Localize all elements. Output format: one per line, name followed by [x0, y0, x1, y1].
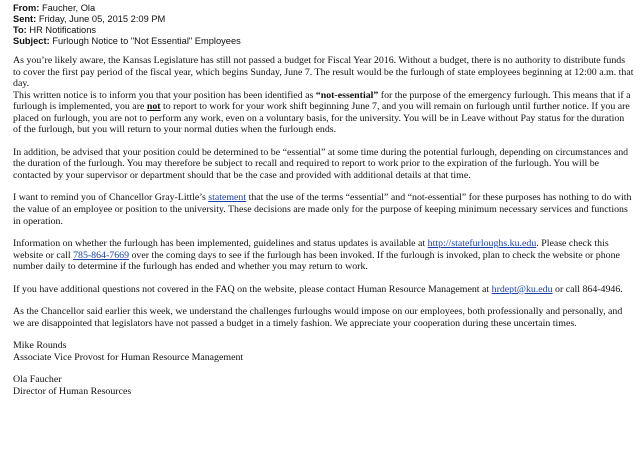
email-header — [13, 0, 634, 47]
to-value: HR Notifications — [29, 25, 97, 35]
sent-value: Friday, June 05, 2015 2:09 PM — [38, 14, 166, 24]
signature-title: Associate Vice Provost for Human Resource Management — [13, 351, 244, 363]
from-label: From: — [13, 3, 40, 13]
not-emphasis: not — [146, 101, 161, 113]
subject-value: Furlough Notice to "Not Essential" Employees — [52, 36, 241, 46]
notice-text-2: for the purpose of the emergency furlough. This means that if a furlough is implemented, you are — [13, 89, 631, 113]
furlough-website-link[interactable]: http://statefurloughs.ku.edu — [427, 238, 537, 250]
from-row — [13, 3, 634, 14]
signature-block — [13, 340, 634, 363]
to-label: To: — [13, 25, 27, 35]
from-value: Faucher, Ola — [41, 3, 96, 13]
signature-block — [13, 374, 634, 397]
notice-text-1: This written notice is to inform you that your position has been identified as — [13, 89, 316, 101]
paragraph-closing: As the Chancellor said earlier this week, we understand the challenges furloughs would impose on our employees, both professionally and personally, and we are disappointed that legislators have not passed a budget in a timely fashion. We appreciate your cooperation during these uncertain times. — [13, 306, 623, 329]
info-text-3: over the coming days to see if the furlough has been invoked. If the furlough is invoked, plan to check the website or phone number daily to determine if the furlough has ended and whether you may return to work. — [13, 249, 620, 273]
notice-text-3: to report to work for your work shift beginning June 7, and you will remain on furlough until further notice. If you are placed on furlough, you are not to perform any work, even on a voluntary basis, for the university. You will be in Leave without Pay status for the duration of the furlough, but you will return to your normal duties when the furlough ends. — [13, 101, 630, 136]
subject-label: Subject: — [13, 36, 50, 46]
paragraph-budget: As you’re likely aware, the Kansas Legislature has still not passed a budget for Fiscal Year 2016. Without a budget, there is no authority to distribute funds to cover the first pay period of the fiscal year, which begins Sunday, June 7. The result would be the furlough of state employees beginning at 12:00 a.m. that day. — [13, 55, 634, 90]
info-text-2: . Please check this website or call — [13, 238, 609, 261]
signature-name: Mike Rounds — [13, 340, 67, 352]
questions-text-2: or call 864-4946. — [552, 283, 623, 295]
statement-link[interactable]: statement — [208, 192, 247, 204]
not-essential-emphasis: “not-essential” — [315, 89, 379, 101]
statement-text-1: I want to remind you of Chancellor Gray-Little’s — [13, 192, 209, 204]
paragraph-notice — [13, 90, 634, 136]
signature-title: Director of Human Resources — [13, 386, 132, 398]
to-row — [13, 25, 634, 36]
paragraph-questions — [13, 284, 634, 296]
info-text-1: Information on whether the furlough has been implemented, guidelines and status updates is available at — [13, 238, 428, 250]
sent-row — [13, 14, 634, 25]
email-body — [13, 55, 634, 398]
signature-name: Ola Faucher — [13, 374, 62, 386]
paragraph-information — [13, 238, 634, 273]
statement-text-2: that the use of the terms “essential” and “not-essential” for these purposes has nothing to do with the value of an employee or position to the university. These decisions are made only for the purpose of keeping minimum necessary services and functions in operation. — [13, 192, 632, 227]
sent-label: Sent: — [13, 14, 37, 24]
paragraph-recall: In addition, be advised that your position could be determined to be “essential” at some time during the potential furlough, depending on circumstances and the duration of the furlough. You may therefore be subject to recall and required to report to work prior to the expiration of the furlough. You will be contacted by your supervisor or department should that be the case and provided with additional details at that time. — [13, 146, 629, 181]
subject-row — [13, 36, 634, 47]
hr-email-link[interactable]: hrdept@ku.edu — [491, 283, 553, 295]
phone-link[interactable]: 785-864-7669 — [73, 249, 130, 261]
questions-text-1: If you have additional questions not covered in the FAQ on the website, please contact Human Resource Management at — [13, 283, 492, 295]
paragraph-chancellor-statement — [13, 192, 634, 227]
